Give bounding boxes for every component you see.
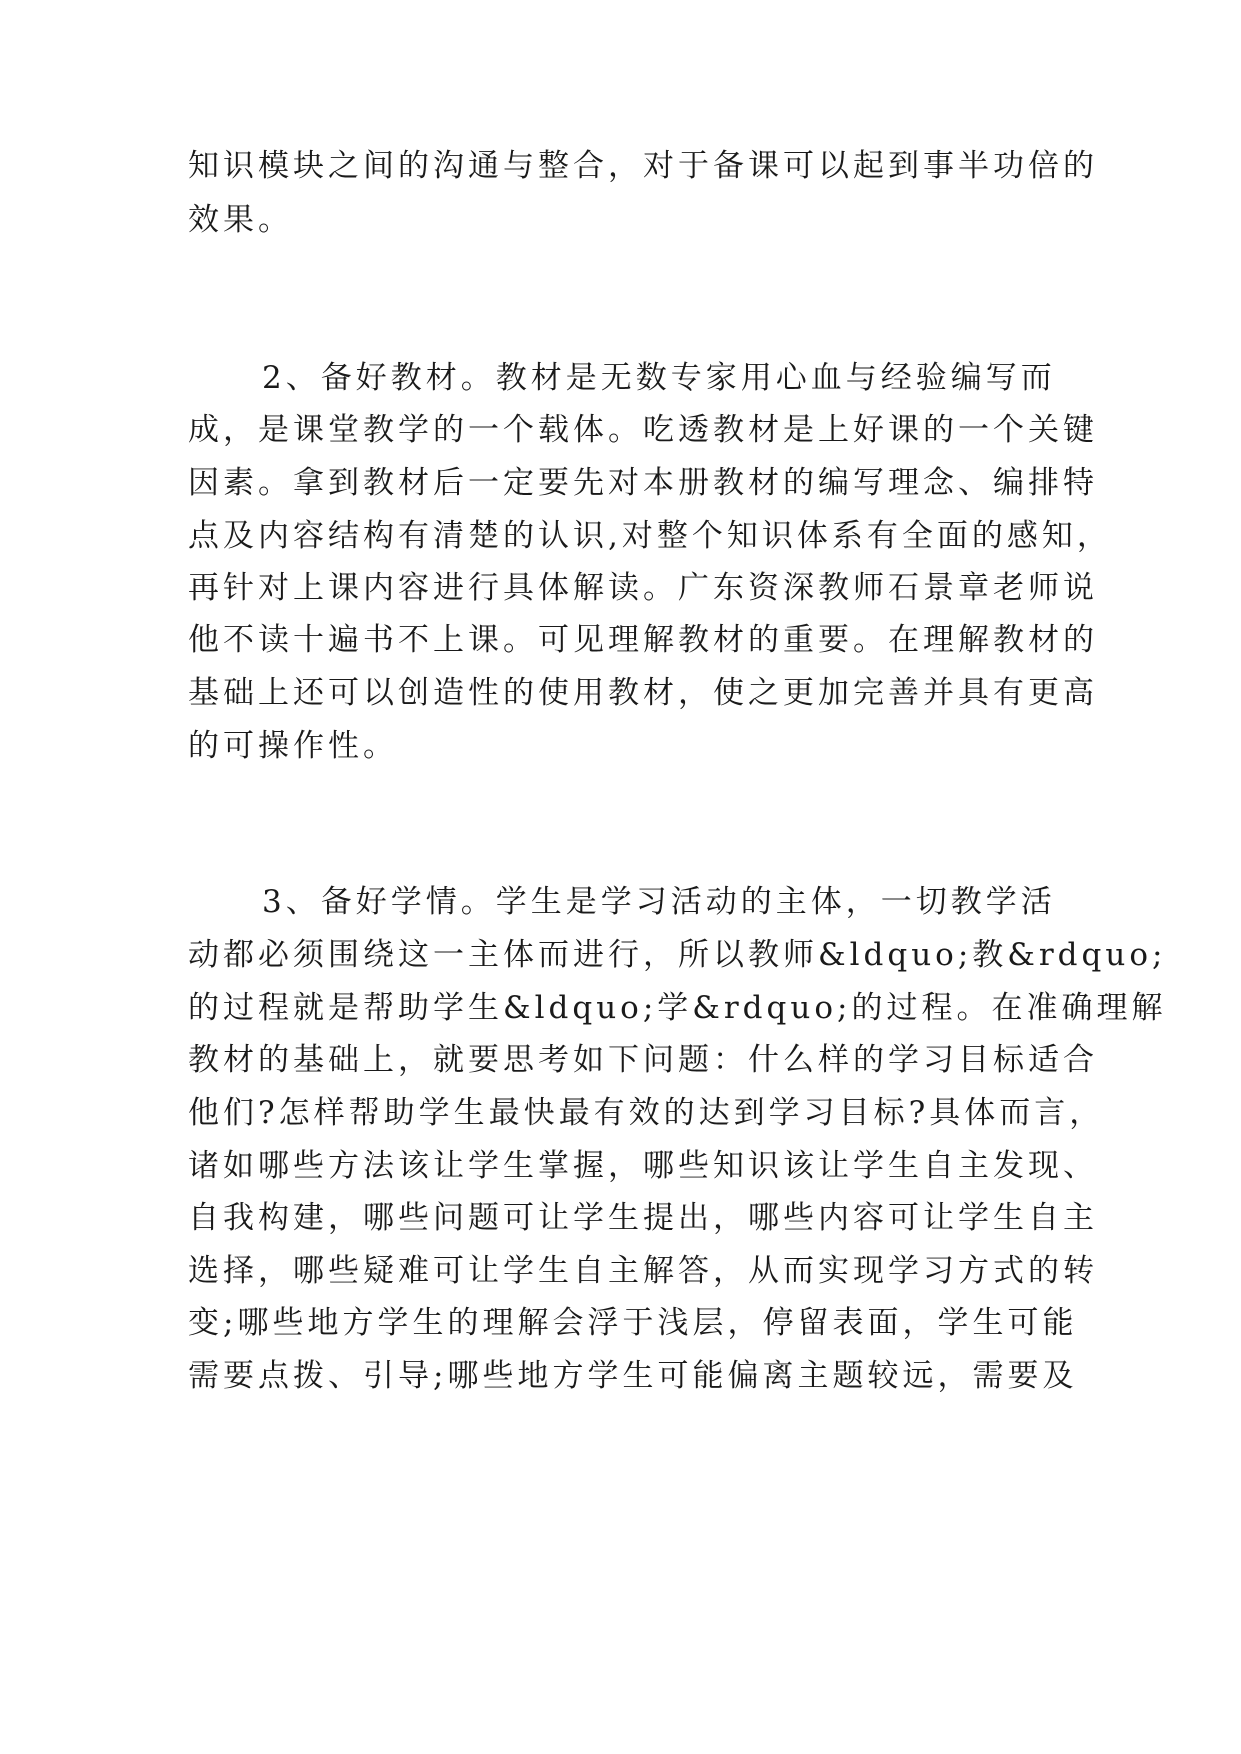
paragraph-3-line-9: 变;哪些地方学生的理解会浮于浅层，停留表面，学生可能: [188, 1305, 1078, 1341]
paragraph-3-line-10: 需要点拨、引导;哪些地方学生可能偏离主题较远，需要及: [188, 1358, 1078, 1394]
paragraph-2-line-4: 点及内容结构有清楚的认识,对整个知识体系有全面的感知，: [188, 518, 1112, 554]
paragraph-3-line-5: 他们?怎样帮助学生最快最有效的达到学习目标?具体而言，: [188, 1095, 1105, 1131]
paragraph-1-line-2: 效果。: [188, 202, 293, 238]
paragraph-2-line-3: 因素。拿到教材后一定要先对本册教材的编写理念、编排特: [188, 465, 1098, 501]
paragraph-3-line-8: 选择，哪些疑难可让学生自主解答，从而实现学习方式的转: [188, 1253, 1098, 1289]
paragraph-2-line-7: 基础上还可以创造性的使用教材，使之更加完善并具有更高: [188, 675, 1098, 711]
paragraph-3-line-3: 的过程就是帮助学生&ldquo;学&rdquo;的过程。在准确理解: [188, 990, 1167, 1026]
paragraph-3-line-6: 诸如哪些方法该让学生掌握，哪些知识该让学生自主发现、: [188, 1148, 1098, 1184]
paragraph-2-line-6: 他不读十遍书不上课。可见理解教材的重要。在理解教材的: [188, 622, 1098, 658]
paragraph-2-line-8: 的可操作性。: [188, 728, 398, 764]
paragraph-1-line-1: 知识模块之间的沟通与整合，对于备课可以起到事半功倍的: [188, 148, 1098, 184]
paragraph-3-line-1: 3、备好学情。学生是学习活动的主体，一切教学活: [262, 884, 1056, 920]
paragraph-2-line-1: 2、备好教材。教材是无数专家用心血与经验编写而: [262, 360, 1056, 396]
paragraph-2-line-5: 再针对上课内容进行具体解读。广东资深教师石景章老师说: [188, 570, 1098, 606]
paragraph-3-line-7: 自我构建，哪些问题可让学生提出，哪些内容可让学生自主: [188, 1200, 1098, 1236]
paragraph-3-line-2: 动都必须围绕这一主体而进行，所以教师&ldquo;教&rdquo;: [188, 937, 1167, 973]
paragraph-2-line-2: 成，是课堂教学的一个载体。吃透教材是上好课的一个关键: [188, 412, 1098, 448]
paragraph-3-line-4: 教材的基础上，就要思考如下问题：什么样的学习目标适合: [188, 1042, 1098, 1078]
